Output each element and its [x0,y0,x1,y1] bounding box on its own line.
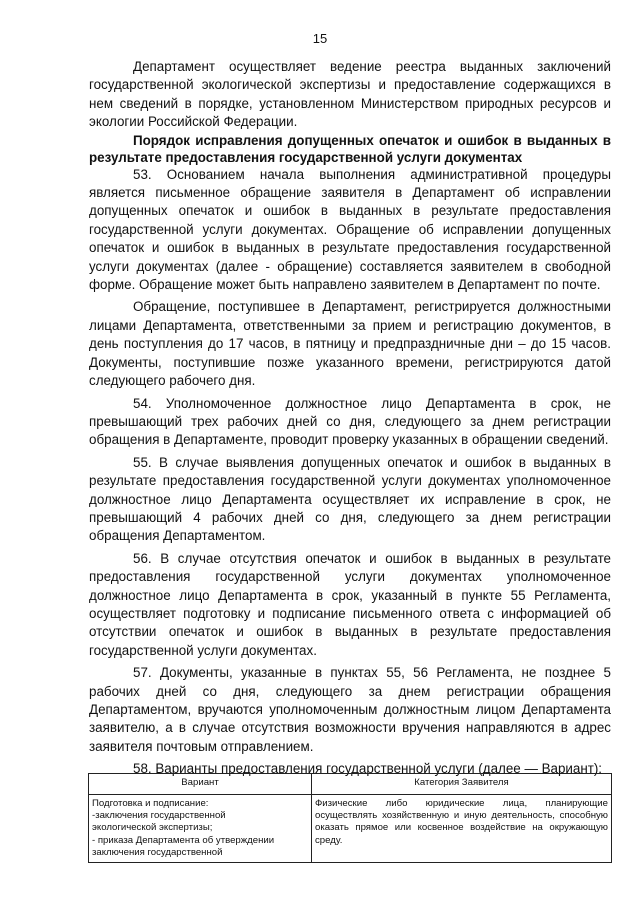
variant-cell [89,795,312,863]
variant-line: -заключения государственной [92,810,226,822]
table-header-row [89,774,612,795]
column-header-applicant-category: Категория Заявителя [312,774,612,795]
column-header-variant: Вариант [89,774,312,795]
variants-table-wrapper [88,773,612,863]
applicant-category-cell: Физические либо юридические лица, планирующие осуществлять хозяйственную и иную деятельность, способную оказать прямое или косвенное воздействие на окружающую среду. [312,795,612,863]
variant-line: заключения государственной [92,846,223,858]
document-body [89,58,611,779]
paragraph-53-registration: Обращение, поступившее в Департамент, регистрируется должностными лицами Департамента, ответственными за прием и регистрацию документов, в день поступления до 17 часов, в пятницу и предпраздничные дни – до 15 часов. Документы, поступившие позже указанного времени, регистрируются датой следующего рабочего дня. [89,299,611,389]
variant-line: Подготовка и подписание: [92,798,209,809]
paragraph-58: 58. Варианты предоставления государственной услуги (далее — Вариант): [133,761,603,777]
section-heading: Порядок исправления допущенных опечаток и ошибок в выданных в результате предоставления государственной услуги документах [89,132,611,165]
variants-table [88,773,612,863]
variant-line: - приказа Департамента об утверждении [92,834,275,846]
paragraph-55: 55. В случае выявления допущенных опечаток и ошибок в выданных в результате предоставления государственной услуги документах уполномоченное должностное лицо Департамента осуществляет их исправление в срок, не превышающий 4 рабочих дней со дня, следующего за днем регистрации обращения Департаментом. [89,454,611,544]
paragraph-56: 56. В случае отсутствия опечаток и ошибок в выданных в результате предоставления государственной услуги документах уполномоченное должностное лицо Департамента в срок, указанный в пункте 55 Регламента, осуществляет подготовку и подписание письменного ответа с информацией об отсутствии опечаток и ошибок в выданных в результате предоставления государственной услуги документах. [89,550,611,658]
paragraph-intro: Департамент осуществляет ведение реестра выданных заключений государственной экологической экспертизы и предоставление содержащихся в нем сведений в порядке, установленном Министерством природных ресурсов и экологии Российской Федерации. [89,59,611,130]
page-number: 15 [312,31,328,46]
paragraph-57: 57. Документы, указанные в пунктах 55, 56 Регламента, не позднее 5 рабочих дней со дня, следующего за днем регистрации обращения Департаментом, вручаются уполномоченным должностным лицом Департамента заявителю, а в случае отсутствия возможности вручения направляются в адрес заявителя почтовым отправлением. [89,665,611,754]
table-row [89,795,612,863]
paragraph-53: 53. Основанием начала выполнения административной процедуры является письменное обращение заявителя в Департамент об исправлении допущенных опечаток и ошибок в выданных в результате предоставления государственной услуги документах. Обращение об исправлении допущенных опечаток и ошибок в выданных в результате предоставления государственной услуги документах (далее - обращение) составляется заявителем в свободной форме. Обращение может быть направлено заявителем в Департамент по почте. [89,166,611,293]
paragraph-54: 54. Уполномоченное должностное лицо Департамента в срок, не превышающий трех рабочих дней со дня, следующего за днем регистрации обращения в Департаменте, проводит проверку указанных в обращении сведений. [89,395,611,448]
variant-line: экологической экспертизы; [92,822,213,834]
